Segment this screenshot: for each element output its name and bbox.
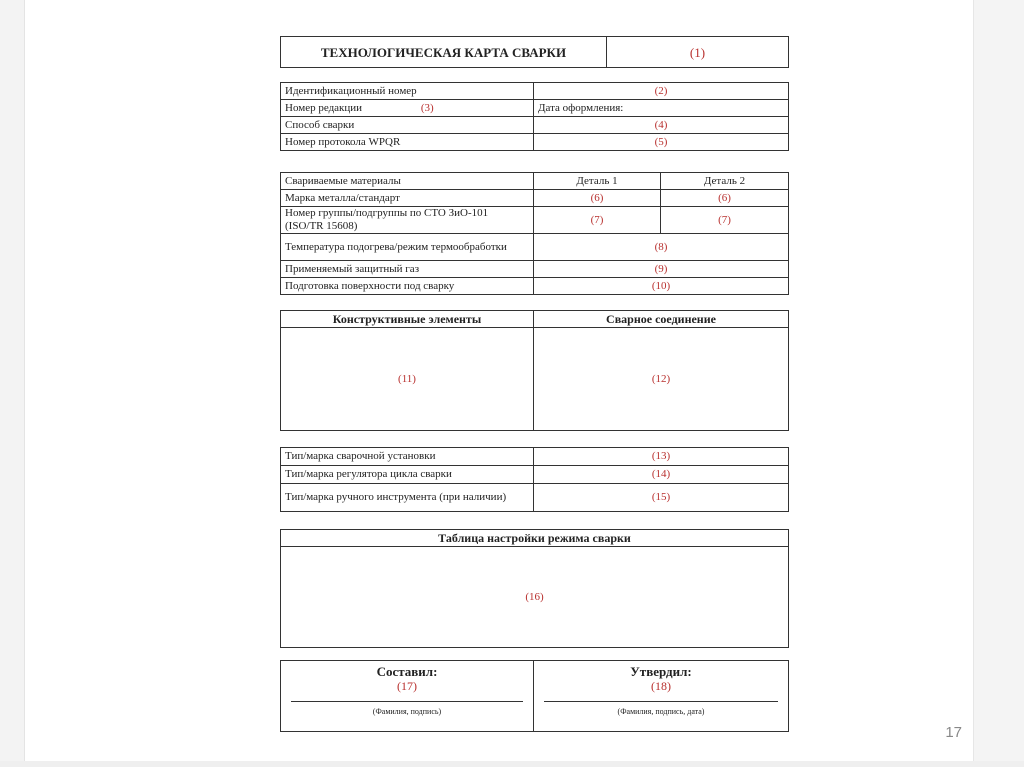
wpqr-number: (5) bbox=[534, 134, 789, 151]
title-row bbox=[281, 37, 789, 68]
equipment-table bbox=[280, 447, 789, 512]
tool-label: Тип/марка ручного инструмента (при наличии) bbox=[281, 484, 534, 512]
compiled-number: (17) bbox=[397, 679, 417, 693]
group-number-2: (7) bbox=[661, 207, 789, 234]
group-label: Номер группы/подгруппы по СТО ЗиО-101 (ISO/TR 15608) bbox=[281, 207, 534, 234]
right-frame bbox=[973, 0, 1024, 767]
regime-number: (16) bbox=[281, 547, 789, 648]
edition-number: (3) bbox=[420, 101, 434, 114]
construct-elements-header: Конструктивные элементы bbox=[281, 311, 534, 328]
approved-title: Утвердил: bbox=[630, 664, 692, 679]
construct-elements-number: (11) bbox=[281, 328, 534, 431]
tool-row bbox=[281, 484, 789, 512]
regulator-number: (14) bbox=[534, 466, 789, 484]
identification-table bbox=[280, 82, 789, 151]
materials-header-row bbox=[281, 173, 789, 190]
weld-joint-number: (12) bbox=[534, 328, 789, 431]
id-number: (2) bbox=[534, 83, 789, 100]
materials-header-label: Свариваемые материалы bbox=[281, 173, 534, 190]
unit-row bbox=[281, 448, 789, 466]
bottom-frame bbox=[0, 761, 1024, 767]
method-number: (4) bbox=[534, 117, 789, 134]
preheat-row bbox=[281, 234, 789, 261]
regime-header-row bbox=[281, 530, 789, 547]
id-row bbox=[281, 83, 789, 100]
grade-number-1: (6) bbox=[534, 190, 661, 207]
materials-table bbox=[280, 172, 789, 295]
edition-cell bbox=[281, 100, 534, 117]
document-title: ТЕХНОЛОГИЧЕСКАЯ КАРТА СВАРКИ bbox=[281, 37, 607, 68]
group-number-1: (7) bbox=[534, 207, 661, 234]
group-row bbox=[281, 207, 789, 234]
grade-row bbox=[281, 190, 789, 207]
tool-number: (15) bbox=[534, 484, 789, 512]
slide-number: 17 bbox=[945, 724, 962, 741]
construct-table bbox=[280, 310, 789, 431]
surface-number: (10) bbox=[534, 278, 789, 295]
grade-label: Марка металла/стандарт bbox=[281, 190, 534, 207]
regime-table bbox=[280, 529, 789, 648]
grade-number-2: (6) bbox=[661, 190, 789, 207]
surface-label: Подготовка поверхности под сварку bbox=[281, 278, 534, 295]
approved-caption: (Фамилия, подпись, дата) bbox=[617, 707, 705, 716]
approved-signature-line bbox=[544, 701, 778, 702]
regime-body-row bbox=[281, 547, 789, 648]
gas-number: (9) bbox=[534, 261, 789, 278]
gas-label: Применяемый защитный газ bbox=[281, 261, 534, 278]
compiled-title: Составил: bbox=[376, 664, 438, 679]
compiled-caption: (Фамилия, подпись) bbox=[372, 707, 442, 716]
method-row bbox=[281, 117, 789, 134]
surface-row bbox=[281, 278, 789, 295]
construct-header-row bbox=[281, 311, 789, 328]
left-frame bbox=[0, 0, 25, 767]
approved-number: (18) bbox=[651, 679, 671, 693]
wpqr-row bbox=[281, 134, 789, 151]
title-table bbox=[280, 36, 789, 68]
preheat-label: Температура подогрева/режим термообработки bbox=[281, 234, 534, 261]
part2-header: Деталь 2 bbox=[661, 173, 789, 190]
edition-row bbox=[281, 100, 789, 117]
title-number: (1) bbox=[607, 37, 789, 68]
regulator-row bbox=[281, 466, 789, 484]
compiled-cell bbox=[281, 661, 534, 732]
weld-joint-header: Сварное соединение bbox=[534, 311, 789, 328]
approved-cell bbox=[534, 661, 789, 732]
edition-label: Номер редакции bbox=[285, 101, 363, 114]
compiled-signature-line bbox=[291, 701, 523, 702]
part1-header: Деталь 1 bbox=[534, 173, 661, 190]
method-label: Способ сварки bbox=[281, 117, 534, 134]
wpqr-label: Номер протокола WPQR bbox=[281, 134, 534, 151]
regulator-label: Тип/марка регулятора цикла сварки bbox=[281, 466, 534, 484]
preheat-number: (8) bbox=[534, 234, 789, 261]
date-label: Дата оформления: bbox=[534, 100, 789, 117]
gas-row bbox=[281, 261, 789, 278]
unit-number: (13) bbox=[534, 448, 789, 466]
construct-body-row bbox=[281, 328, 789, 431]
unit-label: Тип/марка сварочной установки bbox=[281, 448, 534, 466]
signature-row bbox=[281, 661, 789, 732]
signature-table bbox=[280, 660, 789, 732]
regime-title: Таблица настройки режима сварки bbox=[281, 530, 789, 547]
id-label: Идентификационный номер bbox=[281, 83, 534, 100]
